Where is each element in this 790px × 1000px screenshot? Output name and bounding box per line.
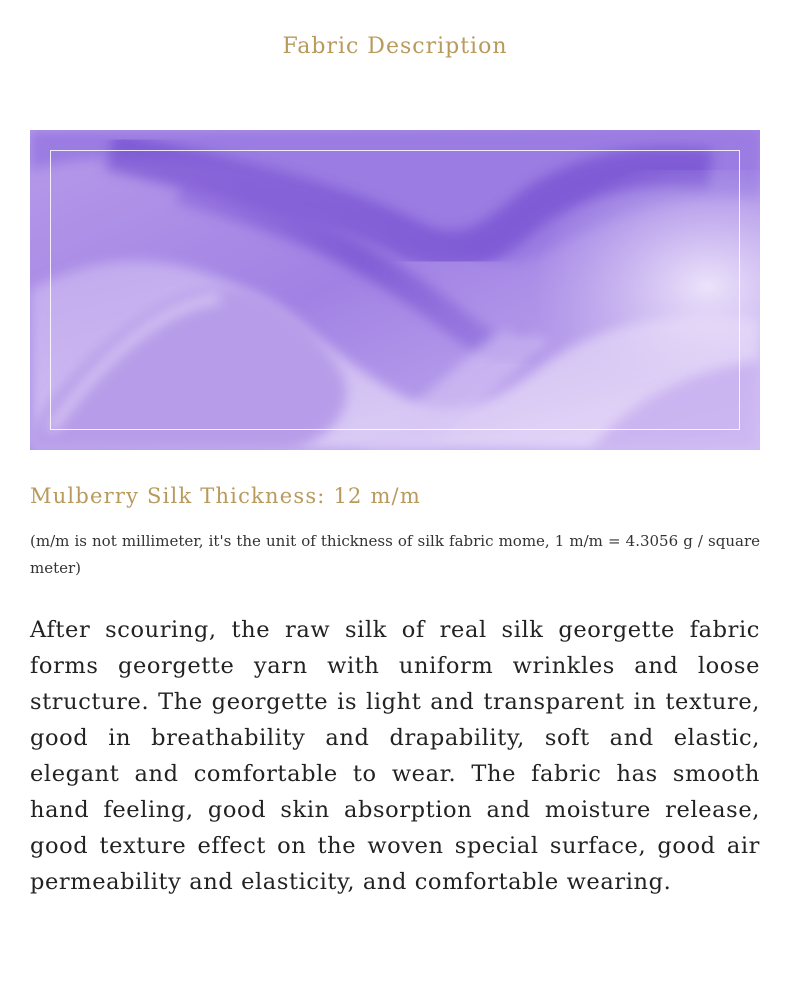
thickness-heading: Mulberry Silk Thickness: 12 m/m: [30, 484, 421, 508]
silk-fabric-photo: [30, 130, 760, 450]
unit-note: (m/m is not millimeter, it's the unit of thickness of silk fabric mome, 1 m/m = 4.3056 g / square meter): [30, 532, 760, 577]
silk-fabric-illustration: [30, 130, 760, 450]
fabric-description: After scouring, the raw silk of real silk georgette fabric forms georgette yarn with uniform wrinkles and loose structure. The georgette is light and transparent in texture, good in breathability and drapability, soft and elastic, elegant and comfortable to wear. The fabric has smooth hand feeling, good skin absorption and moisture release, good texture effect on the woven special surface, good air permeability and elasticity, and comfortable wearing.: [30, 617, 760, 895]
section-title: Fabric Description: [282, 34, 508, 59]
